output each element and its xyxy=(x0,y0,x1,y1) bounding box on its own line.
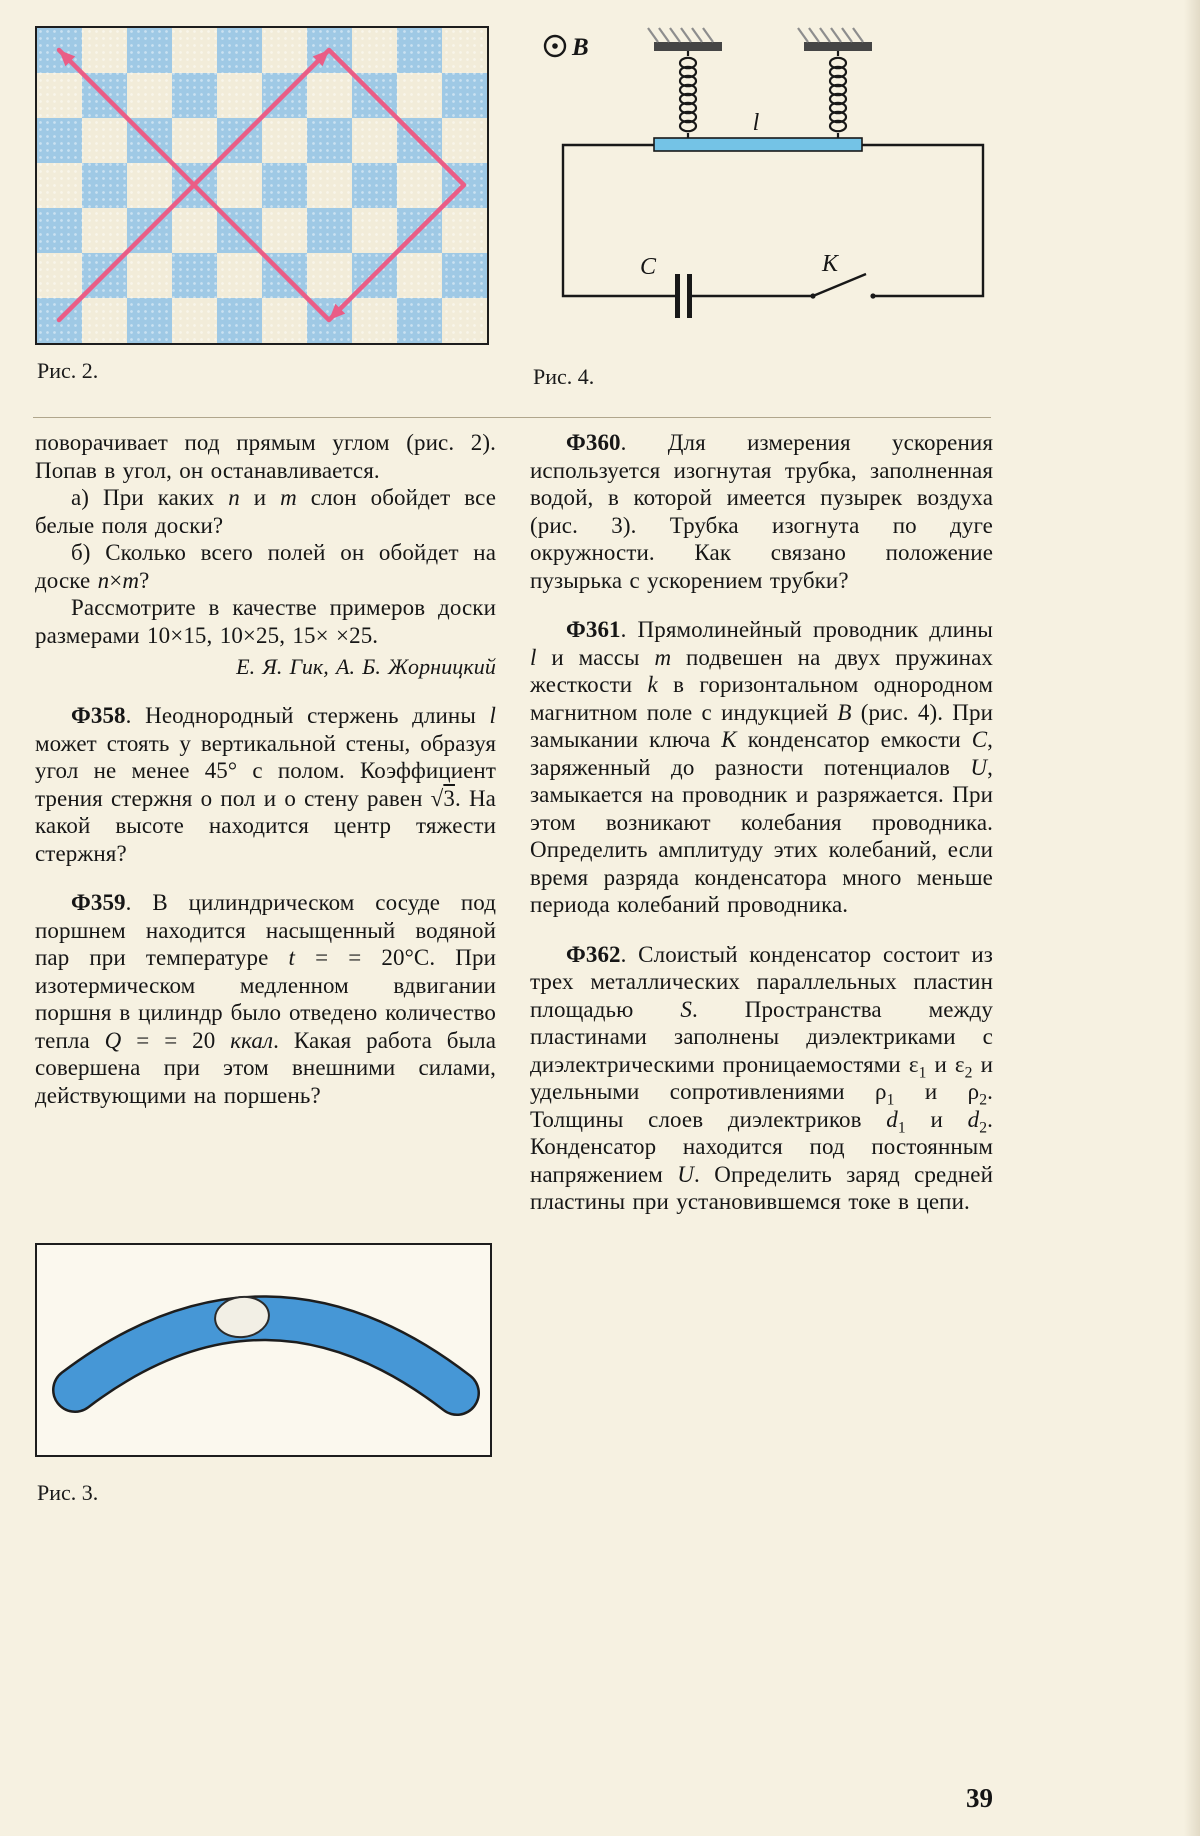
left-text-column xyxy=(35,429,496,1109)
paragraph-examples: Рассмотрите в качестве примеров доски размерами 10×15, 10×25, 15× ×25. xyxy=(35,595,496,648)
spring-left xyxy=(680,51,696,138)
conductor-bar xyxy=(654,138,862,151)
switch-symbol xyxy=(810,274,875,299)
paragraph-question-b: б) Сколько всего полей он обойдет на доске n×m? xyxy=(35,540,496,593)
figure-2-caption: Рис. 2. xyxy=(37,358,99,383)
paragraph-question-a: а) При каких n и m слон обойдет все белые поля доски? xyxy=(35,485,497,538)
author-credit: Е. Я. Гик, А. Б. Жорницкий xyxy=(236,654,496,679)
circuit-wire xyxy=(563,145,983,296)
switch-label: K xyxy=(821,251,839,277)
bishop-route-drawing xyxy=(37,28,487,343)
ceiling-anchor-left xyxy=(648,28,722,51)
ceiling-anchor-right xyxy=(798,28,872,51)
bishop-route-line xyxy=(59,50,464,320)
capacitor-label: C xyxy=(639,254,657,280)
problem-f362: Ф362. Слоистый конденсатор состоит из трех металлических параллельных пластин площадью S. Пространства между пластинами заполнены диэлектриками с диэлектрическими проницаемостями $\varepsilon_1$ и $\varepsilon_2$ и удельными сопротивлениями $\rho_1$ и $\rho_2$. Толщины слоев диэлектриков $d_1$ и $d_2$. Конденсатор находится под постоянным напряжением U. Определить заряд средней пластины при установившемся токе в цепи. xyxy=(530,941,993,1214)
page-number: 39 xyxy=(966,1783,993,1813)
figure-2-chessboard xyxy=(35,26,489,345)
paragraph-bishop-continuation: поворачивает под прямым углом (рис. 2). Попав в угол, он останавливается. xyxy=(35,430,496,483)
figure-3-curved-tube xyxy=(35,1243,492,1457)
problem-f358: Ф358. Неоднородный стержень длины l может стоять у вертикальной стены, образуя угол не менее 45° с полом. Коэффициент трения стержня о пол и о стену равен √3. На какой высоте находится центр тяжести стержня? xyxy=(35,703,496,866)
section-divider xyxy=(33,417,991,418)
conductor-length-label: l xyxy=(752,110,760,136)
figure-3-caption: Рис. 3. xyxy=(37,1480,99,1505)
problem-f359: Ф359. В цилиндрическом сосуде под поршнем находится насыщенный водяной пар при температуре t = = 20°С. При изотермическом медленном вдвигании поршня в цилиндр было отведено количество тепла Q = = 20 ккал. Какая работа была совершена при этом внешними силами, действующими на поршень? xyxy=(35,890,497,1108)
field-label: B xyxy=(572,34,589,61)
field-direction-icon xyxy=(545,36,565,56)
problem-f361: Ф361. Прямолинейный проводник длины l и массы m подвешен на двух пружинах жесткости k в горизонтальном однородном магнитном поле с индукцией B (рис. 4). При замыкании ключа K конденсатор емкости C, заряженный до разности потенциалов U, замыкается на проводник и разряжается. При этом возникают колебания проводника. Определить амплитуду этих колебаний, если время разряда конденсатора много меньше периода колебаний проводника. xyxy=(530,617,994,917)
capacitor-symbol xyxy=(678,274,690,318)
curved-tube-drawing xyxy=(37,1245,490,1455)
figure-4-caption: Рис. 4. xyxy=(533,364,595,389)
spring-right xyxy=(830,51,846,138)
problem-f360: Ф360. Для измерения ускорения используется изогнутая трубка, заполненная водой, в которой имеется пузырек воздуха (рис. 3). Трубка изогнута по дуге окружности. Как связано положение пузырька с ускорением трубки? xyxy=(530,430,993,593)
figure-4-circuit xyxy=(528,24,998,349)
right-text-column xyxy=(530,429,993,1216)
